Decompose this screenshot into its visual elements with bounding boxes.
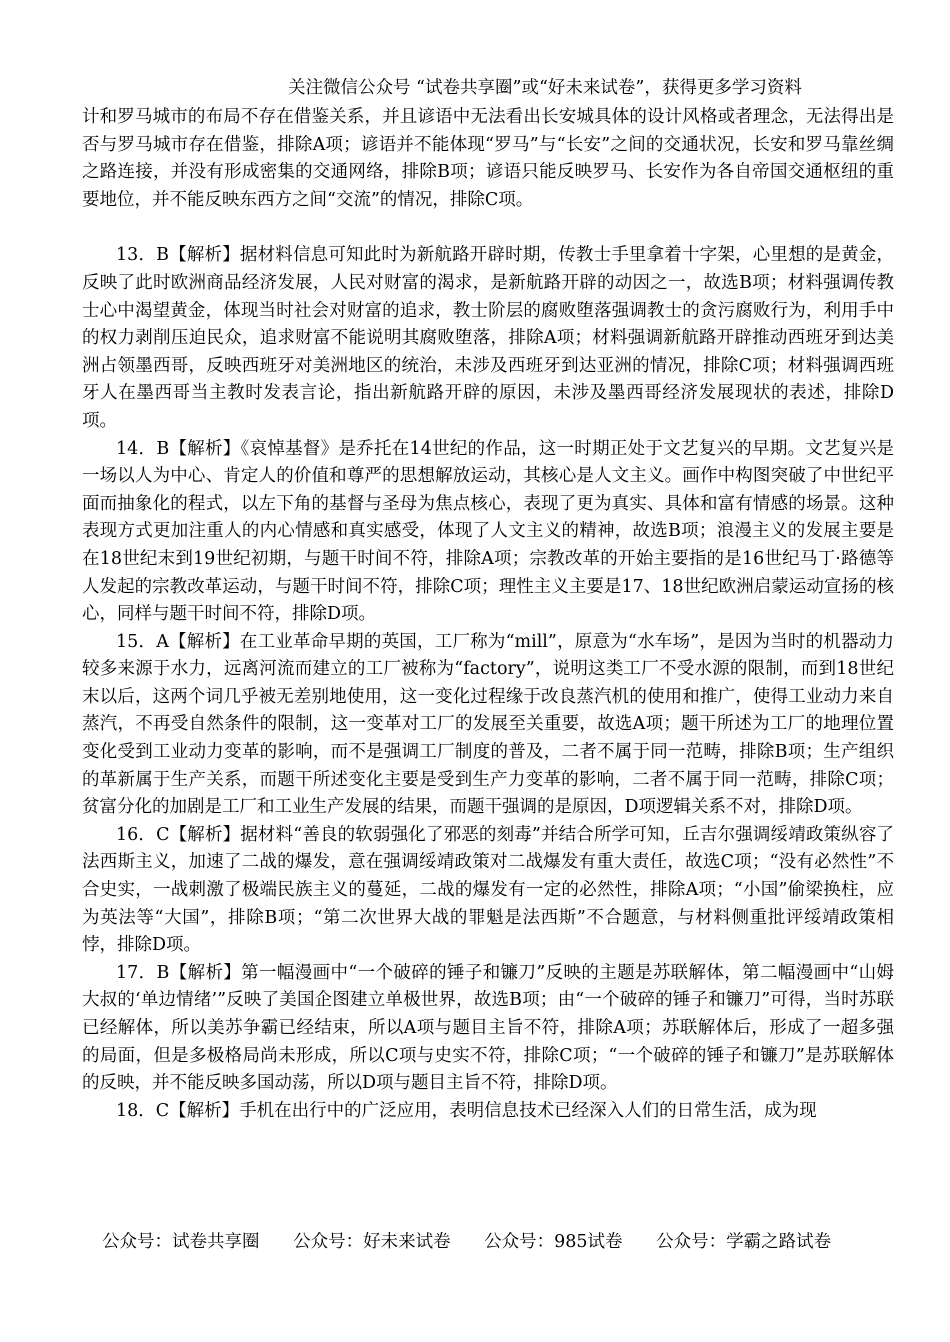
paragraph-13: 13．B【解析】据材料信息可知此时为新航路开辟时期，传教士手里拿着十字架，心里想的是黄金，反映了此时欧洲商品经济发展，人民对财富的渴求，是新航路开辟的动因之一，故选B项；材料强调传教士心中渴望黄金，体现当时社会对财富的追求，教士阶层的腐败堕落强调教士的贪污腐败行为，利用手中的权力剥削压迫民众，追求财富不能说明其腐败堕落，排除A项；材料强调新航路开辟推动西班牙到达美洲占领墨西哥，反映西班牙对美洲地区的统治，未涉及西班牙到达亚洲的情况，排除C项；材料强调西班牙人在墨西哥当主教时发表言论，指出新航路开辟的原因，未涉及墨西哥经济发展现状的表述，排除D项。 [82, 245, 894, 431]
footer-item: 公众号：试卷共享圈 [102, 1232, 260, 1252]
header-notice: 关注微信公众号 “试卷共享圈”或“好未来试卷”，获得更多学习资料 [288, 78, 802, 98]
paragraph-12-tail: 计和罗马城市的布局不存在借鉴关系，并且谚语中无法看出长安城具体的设计风格或者理念，无法得出是否与罗马城市存在借鉴，排除A项；谚语并不能体现“罗马”与“长安”之间的交通状况，长安和罗马靠丝绸之路连接，并没有形成密集的交通网络，排除B项；谚语只能反映罗马、长安作为各自帝国交通枢纽的重要地位，并不能反映东西方之间“交流”的情况，排除C项。 [82, 107, 894, 210]
footer-item: 公众号：985试卷 [484, 1232, 623, 1252]
paragraph-18: 18．C【解析】手机在出行中的广泛应用，表明信息技术已经深入人们的日常生活，成为现 [116, 1100, 817, 1121]
footer-item: 公众号：学霸之路试卷 [656, 1232, 832, 1252]
footer-item: 公众号：好未来试卷 [293, 1232, 451, 1252]
answer-analysis-body [82, 104, 894, 1125]
paragraph-15: 15．A【解析】在工业革命早期的英国，工厂称为“mill”，原意为“水车场”，是因为当时的机器动力较多来源于水力，远离河流而建立的工厂被称为“factory”，说明这类工厂不受水源的限制，而到18世纪末以后，这两个词几乎被无差别地使用，这一变化过程缘于改良蒸汽机的使用和推广，使得工业动力来自蒸汽，不再受自然条件的限制，这一变革对工厂的发展至关重要，故选A项；题干所述为工厂的地理位置变化受到工业动力变革的影响，而不是强调工厂制度的普及，二者不属于同一范畴，排除B项；生产组织的革新属于生产关系，而题干所述变化主要是受到生产力变革的影响，二者不属于同一范畴，排除C项；贫富分化的加剧是工厂和工业生产发展的结果，而题干强调的是原因，D项逻辑关系不对，排除D项。 [82, 631, 894, 818]
paragraph-14: 14．B【解析】《哀悼基督》是乔托在14世纪的作品，这一时期正处于文艺复兴的早期。文艺复兴是一场以人为中心、肯定人的价值和尊严的思想解放运动，其核心是人文主义。画作中构图突破了中世纪平面而抽象化的程式，以左下角的基督与圣母为焦点核心，表现了更为真实、具体和富有情感的场景。这种表现方式更加注重人的内心情感和真实感受，体现了人文主义的精神，故选B项；浪漫主义的发展主要是在18世纪末到19世纪初期，与题干时间不符，排除A项；宗教改革的开始主要指的是16世纪马丁·路德等人发起的宗教改革运动，与题干时间不符，排除C项；理性主义主要是17、18世纪欧洲启蒙运动宣扬的核心，同样与题干时间不符，排除D项。 [82, 438, 894, 625]
footer-notice [102, 1228, 859, 1253]
paragraph-gap [82, 214, 894, 242]
paragraph-17: 17．B【解析】第一幅漫画中“一个破碎的锤子和镰刀”反映的主题是苏联解体，第二幅漫画中“山姆大叔的‘单边情绪’”反映了美国企图建立单极世界，故选B项；由“一个破碎的锤子和镰刀”可得，当时苏联已经解体，所以美苏争霸已经结束，所以A项与题目主旨不符，排除A项；苏联解体后，形成了一超多强的局面，但是多极格局尚未形成，所以C项与史实不符，排除C项；“一个破碎的锤子和镰刀”是苏联解体的反映，并不能反映多国动荡，所以D项与题目主旨不符，排除D项。 [82, 962, 894, 1094]
paragraph-16: 16．C【解析】据材料“善良的软弱强化了邪恶的刻毒”并结合所学可知，丘吉尔强调绥靖政策纵容了法西斯主义，加速了二战的爆发，意在强调绥靖政策对二战爆发有重大责任，故选C项；“没有必然性”不合史实，一战刺激了极端民族主义的蔓延，二战的爆发有一定的必然性，排除A项；“小国”偷梁换柱，应为英法等“大国”，排除B项；“第二次世界大战的罪魁是法西斯”不合题意，与材料侧重批评绥靖政策相悖，排除D项。 [82, 824, 894, 956]
